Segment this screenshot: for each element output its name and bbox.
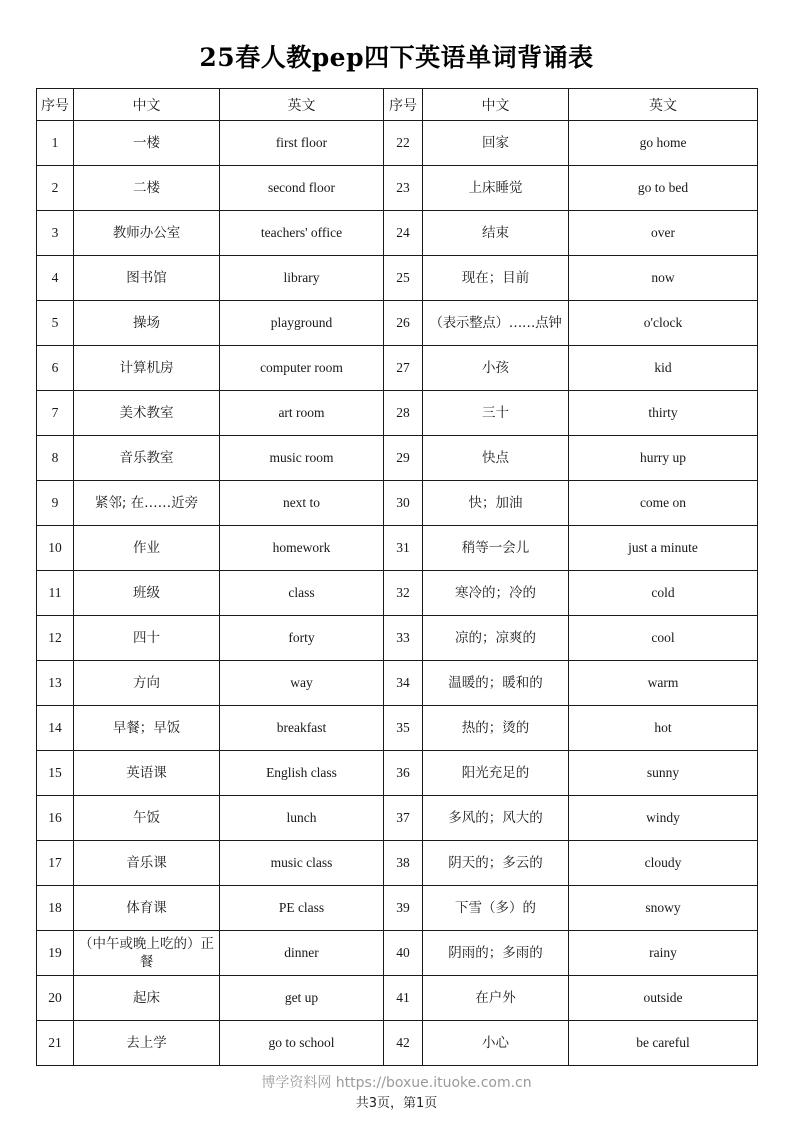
cell-index-right: 23 xyxy=(384,166,423,211)
table-header xyxy=(37,89,758,121)
cell-chinese-left: 操场 xyxy=(74,301,220,346)
cell-english-right: kid xyxy=(569,346,758,391)
cell-english-left: PE class xyxy=(220,886,384,931)
table-row xyxy=(37,436,758,481)
cell-english-left: dinner xyxy=(220,931,384,976)
cell-chinese-right: 快；加油 xyxy=(423,481,569,526)
table-row xyxy=(37,256,758,301)
table-row xyxy=(37,841,758,886)
cell-english-left: teachers' office xyxy=(220,211,384,256)
cell-chinese-left: 音乐教室 xyxy=(74,436,220,481)
cell-index-left: 15 xyxy=(37,751,74,796)
cell-english-left: English class xyxy=(220,751,384,796)
cell-index-right: 28 xyxy=(384,391,423,436)
cell-english-right: cloudy xyxy=(569,841,758,886)
cell-english-left: breakfast xyxy=(220,706,384,751)
cell-english-right: snowy xyxy=(569,886,758,931)
cell-english-left: playground xyxy=(220,301,384,346)
cell-chinese-right: 阴天的；多云的 xyxy=(423,841,569,886)
cell-english-left: go to school xyxy=(220,1021,384,1066)
cell-chinese-left: 早餐；早饭 xyxy=(74,706,220,751)
cell-index-right: 36 xyxy=(384,751,423,796)
cell-english-right: hurry up xyxy=(569,436,758,481)
table-row xyxy=(37,346,758,391)
cell-english-right: warm xyxy=(569,661,758,706)
cell-english-left: first floor xyxy=(220,121,384,166)
cell-index-left: 7 xyxy=(37,391,74,436)
cell-chinese-right: 多风的；风大的 xyxy=(423,796,569,841)
cell-english-right: cool xyxy=(569,616,758,661)
cell-index-right: 40 xyxy=(384,931,423,976)
cell-chinese-right: 回家 xyxy=(423,121,569,166)
table-body xyxy=(37,121,758,1066)
table-row xyxy=(37,526,758,571)
table-header-row xyxy=(37,89,758,121)
cell-index-left: 12 xyxy=(37,616,74,661)
table-row xyxy=(37,661,758,706)
cell-chinese-left: 体育课 xyxy=(74,886,220,931)
cell-chinese-left: 作业 xyxy=(74,526,220,571)
cell-chinese-left: 一楼 xyxy=(74,121,220,166)
cell-english-right: sunny xyxy=(569,751,758,796)
cell-index-left: 3 xyxy=(37,211,74,256)
cell-english-left: get up xyxy=(220,976,384,1021)
cell-english-left: forty xyxy=(220,616,384,661)
cell-index-right: 42 xyxy=(384,1021,423,1066)
cell-chinese-left: 计算机房 xyxy=(74,346,220,391)
cell-chinese-right: 上床睡觉 xyxy=(423,166,569,211)
table-row xyxy=(37,1021,758,1066)
cell-index-right: 25 xyxy=(384,256,423,301)
cell-chinese-left: 教师办公室 xyxy=(74,211,220,256)
table-row xyxy=(37,616,758,661)
cell-english-right: just a minute xyxy=(569,526,758,571)
cell-english-left: next to xyxy=(220,481,384,526)
cell-chinese-left: （中午或晚上吃的）正餐 xyxy=(74,931,220,976)
cell-english-left: library xyxy=(220,256,384,301)
cell-chinese-right: 凉的；凉爽的 xyxy=(423,616,569,661)
cell-chinese-left: 二楼 xyxy=(74,166,220,211)
cell-english-right: be careful xyxy=(569,1021,758,1066)
cell-english-left: way xyxy=(220,661,384,706)
cell-english-left: lunch xyxy=(220,796,384,841)
cell-english-right: outside xyxy=(569,976,758,1021)
site-watermark: 博学资料网 https://boxue.ituoke.com.cn xyxy=(261,1075,532,1091)
cell-index-right: 35 xyxy=(384,706,423,751)
cell-index-left: 10 xyxy=(37,526,74,571)
cell-chinese-right: 稍等一会儿 xyxy=(423,526,569,571)
table-row xyxy=(37,796,758,841)
cell-index-right: 26 xyxy=(384,301,423,346)
cell-english-left: homework xyxy=(220,526,384,571)
table-row xyxy=(37,121,758,166)
cell-english-right: hot xyxy=(569,706,758,751)
cell-english-left: music room xyxy=(220,436,384,481)
cell-english-right: come on xyxy=(569,481,758,526)
header-chinese-left: 中文 xyxy=(74,89,220,121)
cell-english-right: over xyxy=(569,211,758,256)
cell-chinese-right: 小孩 xyxy=(423,346,569,391)
cell-english-right: o'clock xyxy=(569,301,758,346)
cell-english-left: art room xyxy=(220,391,384,436)
cell-index-right: 27 xyxy=(384,346,423,391)
table-row xyxy=(37,166,758,211)
cell-index-right: 41 xyxy=(384,976,423,1021)
table-row xyxy=(37,391,758,436)
cell-index-right: 37 xyxy=(384,796,423,841)
cell-index-right: 29 xyxy=(384,436,423,481)
page-title: 25春人教pep四下英语单词背诵表 xyxy=(199,43,594,72)
page-number: 共3页，第1页 xyxy=(355,1096,438,1111)
cell-index-left: 17 xyxy=(37,841,74,886)
header-index-left: 序号 xyxy=(37,89,74,121)
cell-chinese-left: 音乐课 xyxy=(74,841,220,886)
header-english-right: 英文 xyxy=(569,89,758,121)
table-row xyxy=(37,571,758,616)
cell-index-right: 30 xyxy=(384,481,423,526)
cell-english-left: second floor xyxy=(220,166,384,211)
cell-index-left: 18 xyxy=(37,886,74,931)
cell-chinese-left: 起床 xyxy=(74,976,220,1021)
cell-chinese-right: 小心 xyxy=(423,1021,569,1066)
cell-chinese-right: （表示整点）……点钟 xyxy=(423,301,569,346)
cell-chinese-left: 图书馆 xyxy=(74,256,220,301)
cell-chinese-left: 班级 xyxy=(74,571,220,616)
cell-chinese-right: 温暖的；暖和的 xyxy=(423,661,569,706)
cell-english-right: go home xyxy=(569,121,758,166)
table-row xyxy=(37,931,758,976)
table-row xyxy=(37,301,758,346)
cell-index-right: 38 xyxy=(384,841,423,886)
cell-chinese-right: 三十 xyxy=(423,391,569,436)
cell-chinese-left: 四十 xyxy=(74,616,220,661)
cell-english-right: rainy xyxy=(569,931,758,976)
cell-index-left: 5 xyxy=(37,301,74,346)
cell-index-left: 11 xyxy=(37,571,74,616)
vocabulary-table xyxy=(36,88,758,1066)
cell-chinese-left: 去上学 xyxy=(74,1021,220,1066)
cell-chinese-right: 结束 xyxy=(423,211,569,256)
cell-chinese-right: 阳光充足的 xyxy=(423,751,569,796)
cell-index-left: 19 xyxy=(37,931,74,976)
cell-index-right: 31 xyxy=(384,526,423,571)
cell-chinese-left: 紧邻; 在……近旁 xyxy=(74,481,220,526)
cell-english-left: computer room xyxy=(220,346,384,391)
cell-index-left: 20 xyxy=(37,976,74,1021)
cell-index-left: 13 xyxy=(37,661,74,706)
cell-chinese-left: 午饭 xyxy=(74,796,220,841)
cell-index-left: 2 xyxy=(37,166,74,211)
cell-index-right: 22 xyxy=(384,121,423,166)
cell-index-right: 24 xyxy=(384,211,423,256)
cell-chinese-right: 寒冷的；冷的 xyxy=(423,571,569,616)
cell-english-left: class xyxy=(220,571,384,616)
cell-index-left: 8 xyxy=(37,436,74,481)
header-english-left: 英文 xyxy=(220,89,384,121)
cell-index-right: 32 xyxy=(384,571,423,616)
cell-chinese-left: 英语课 xyxy=(74,751,220,796)
table-row xyxy=(37,706,758,751)
table-row xyxy=(37,481,758,526)
cell-chinese-left: 方向 xyxy=(74,661,220,706)
cell-chinese-left: 美术教室 xyxy=(74,391,220,436)
cell-chinese-right: 在户外 xyxy=(423,976,569,1021)
cell-index-left: 4 xyxy=(37,256,74,301)
cell-english-right: cold xyxy=(569,571,758,616)
cell-chinese-right: 快点 xyxy=(423,436,569,481)
cell-english-right: windy xyxy=(569,796,758,841)
cell-english-right: now xyxy=(569,256,758,301)
cell-english-right: go to bed xyxy=(569,166,758,211)
table-row xyxy=(37,886,758,931)
cell-index-left: 1 xyxy=(37,121,74,166)
cell-index-right: 33 xyxy=(384,616,423,661)
cell-index-left: 14 xyxy=(37,706,74,751)
cell-english-right: thirty xyxy=(569,391,758,436)
cell-index-left: 16 xyxy=(37,796,74,841)
cell-index-left: 9 xyxy=(37,481,74,526)
cell-index-right: 39 xyxy=(384,886,423,931)
header-chinese-right: 中文 xyxy=(423,89,569,121)
header-index-right: 序号 xyxy=(384,89,423,121)
cell-chinese-right: 下雪（多）的 xyxy=(423,886,569,931)
cell-chinese-right: 现在；目前 xyxy=(423,256,569,301)
cell-index-left: 6 xyxy=(37,346,74,391)
table-row xyxy=(37,976,758,1021)
table-row xyxy=(37,211,758,256)
cell-index-right: 34 xyxy=(384,661,423,706)
cell-chinese-right: 热的；烫的 xyxy=(423,706,569,751)
cell-english-left: music class xyxy=(220,841,384,886)
cell-chinese-right: 阴雨的；多雨的 xyxy=(423,931,569,976)
cell-index-left: 21 xyxy=(37,1021,74,1066)
table-row xyxy=(37,751,758,796)
